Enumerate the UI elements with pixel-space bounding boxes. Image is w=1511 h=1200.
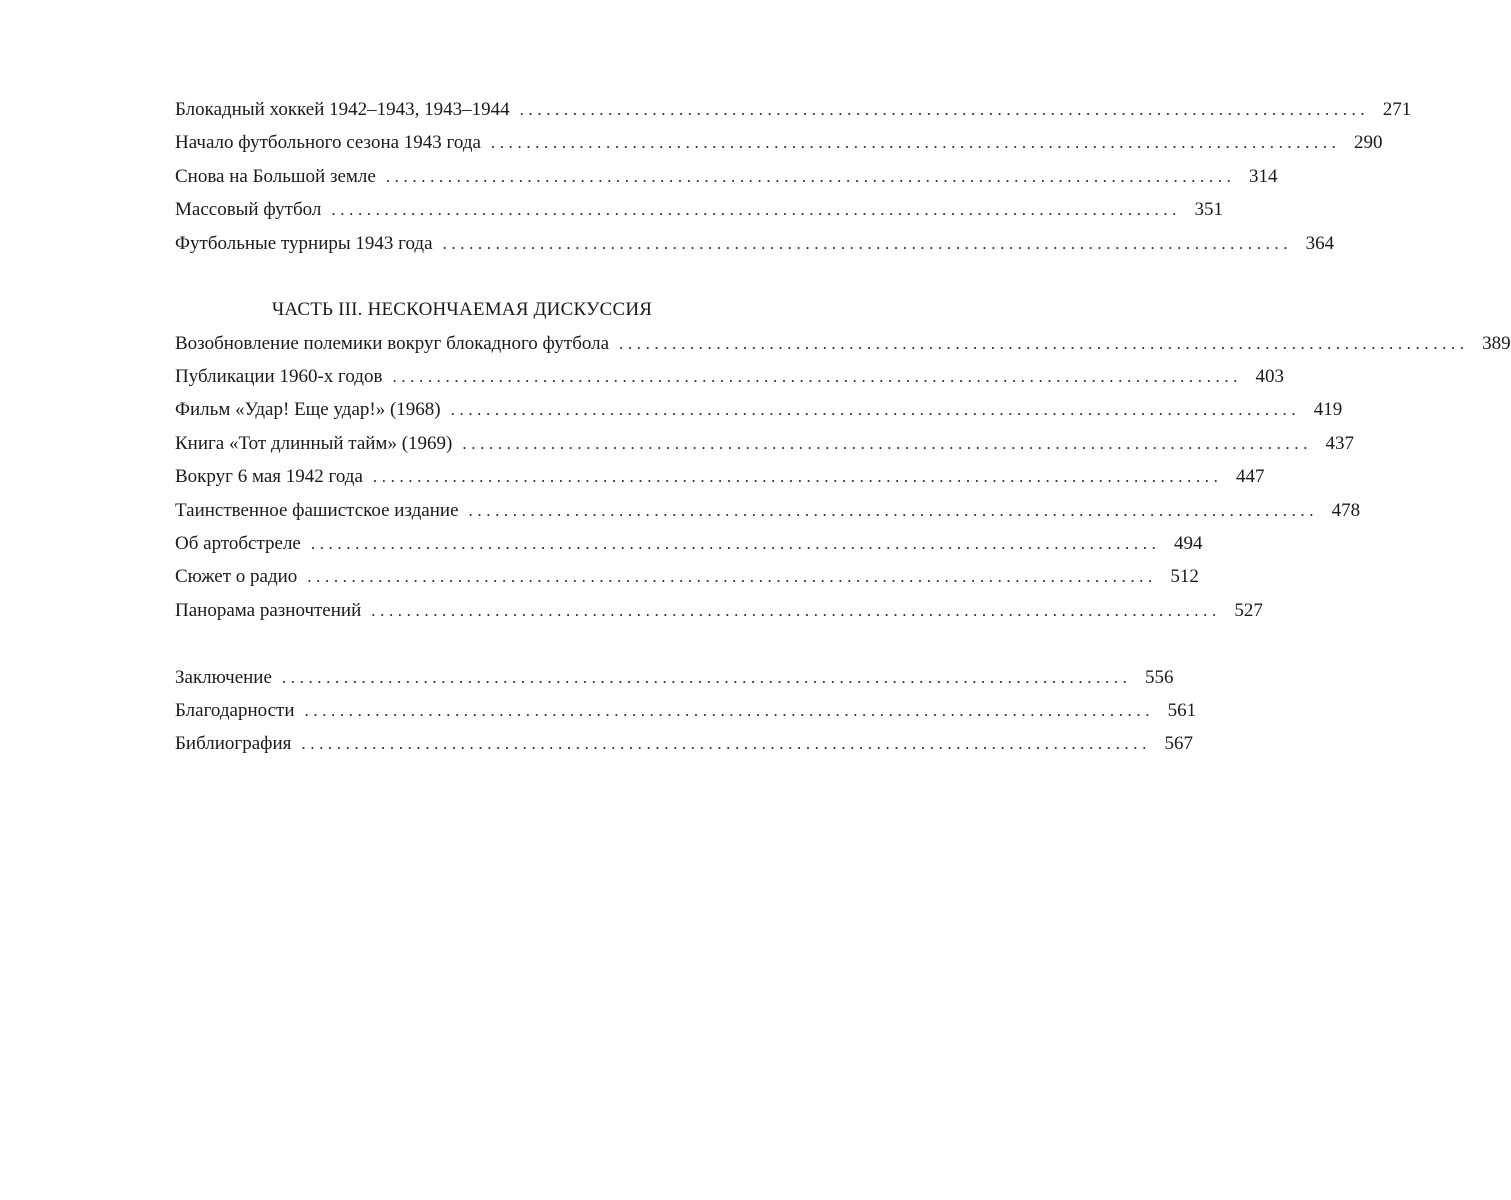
toc-entry-page: 403	[1255, 366, 1285, 387]
toc-entry-page: 567	[1164, 733, 1193, 754]
dot-leader: ................................................................................................	[392, 367, 1243, 386]
dot-leader: ................................................................................................	[450, 400, 1301, 419]
toc-entry-title: Заключение	[175, 667, 272, 688]
dot-leader: ................................................................................................	[307, 567, 1157, 586]
toc-entry[interactable]	[175, 732, 1193, 756]
toc-entry-title: Таинственное фашистское издание	[175, 500, 459, 521]
toc-entry-title: Снова на Большой земле	[175, 166, 376, 187]
toc-entry-page: 290	[1354, 132, 1383, 153]
toc-entry[interactable]	[175, 365, 1285, 389]
toc-entry[interactable]	[175, 432, 1354, 456]
toc-entry[interactable]	[175, 131, 1383, 155]
dot-leader: ................................................................................................	[331, 200, 1181, 219]
dot-leader: ................................................................................................	[281, 668, 1132, 687]
toc-entry-title: Сюжет о радио	[175, 566, 298, 587]
toc-entry[interactable]	[175, 165, 1278, 189]
toc-entry-title: Панорама разночтений	[175, 600, 362, 621]
toc-entry[interactable]	[175, 98, 1412, 122]
toc-entry-page: 561	[1167, 700, 1197, 721]
toc-entry-title: Футбольные турниры 1943 года	[175, 233, 433, 254]
toc-entry-title: Начало футбольного сезона 1943 года	[175, 132, 481, 153]
toc-entry-page: 437	[1325, 433, 1354, 454]
dot-leader: ................................................................................................	[619, 334, 1469, 353]
toc-entry-title: Публикации 1960-х годов	[175, 366, 383, 387]
toc-entry-title: Благодарности	[175, 700, 295, 721]
toc-entry-page: 419	[1313, 399, 1343, 420]
toc-entry-title: Возобновление полемики вокруг блокадного футбола	[175, 333, 610, 354]
toc-entry-title: Блокадный хоккей 1942–1943, 1943–1944	[175, 99, 510, 120]
dot-leader: ................................................................................................	[372, 467, 1223, 486]
toc-entry-title: Об артобстреле	[175, 533, 301, 554]
toc-entry[interactable]	[175, 465, 1265, 489]
toc-entry-page: 314	[1248, 166, 1278, 187]
toc-entry[interactable]	[175, 332, 1511, 356]
toc-entry-page: 512	[1170, 566, 1199, 587]
toc-entry-title: Вокруг 6 мая 1942 года	[175, 466, 363, 487]
toc-entry[interactable]	[175, 532, 1203, 556]
toc-entry[interactable]	[175, 666, 1174, 690]
toc-entry-title: Фильм «Удар! Еще удар!» (1968)	[175, 399, 441, 420]
toc-entry-title: Книга «Тот длинный тайм» (1969)	[175, 433, 453, 454]
dot-leader: ................................................................................................	[442, 234, 1293, 253]
dot-leader: ................................................................................................	[490, 133, 1341, 152]
toc-entry-page: 364	[1305, 233, 1335, 254]
toc-entry-title: Массовый футбол	[175, 199, 322, 220]
toc-entry[interactable]	[175, 599, 1263, 623]
toc-entry[interactable]	[175, 232, 1335, 256]
toc-entry-page: 478	[1331, 500, 1361, 521]
dot-leader: ................................................................................................	[301, 734, 1151, 753]
toc-entry[interactable]	[175, 198, 1223, 222]
toc-entry[interactable]	[175, 398, 1343, 422]
toc-entry-page: 447	[1236, 466, 1265, 487]
dot-leader: ................................................................................................	[385, 167, 1236, 186]
dot-leader: ................................................................................................	[304, 701, 1155, 720]
part-heading: ЧАСТЬ III. НЕСКОНЧАЕМАЯ ДИСКУССИЯ	[271, 299, 653, 320]
toc-entry-title: Библиография	[175, 733, 292, 754]
toc-entry-page: 389	[1482, 333, 1511, 354]
toc-entry-page: 527	[1234, 600, 1263, 621]
dot-leader: ................................................................................................	[462, 434, 1312, 453]
dot-leader: ................................................................................................	[519, 100, 1370, 119]
toc-entry-page: 351	[1194, 199, 1223, 220]
toc-entry-page: 494	[1173, 533, 1203, 554]
dot-leader: ................................................................................................	[468, 501, 1319, 520]
toc-entry[interactable]	[175, 499, 1361, 523]
toc-entry[interactable]	[175, 699, 1197, 723]
toc-entry-page: 271	[1382, 99, 1412, 120]
dot-leader: ................................................................................................	[310, 534, 1161, 553]
dot-leader: ................................................................................................	[371, 601, 1221, 620]
toc-entry-page: 556	[1145, 667, 1174, 688]
toc-entry[interactable]	[175, 565, 1199, 589]
